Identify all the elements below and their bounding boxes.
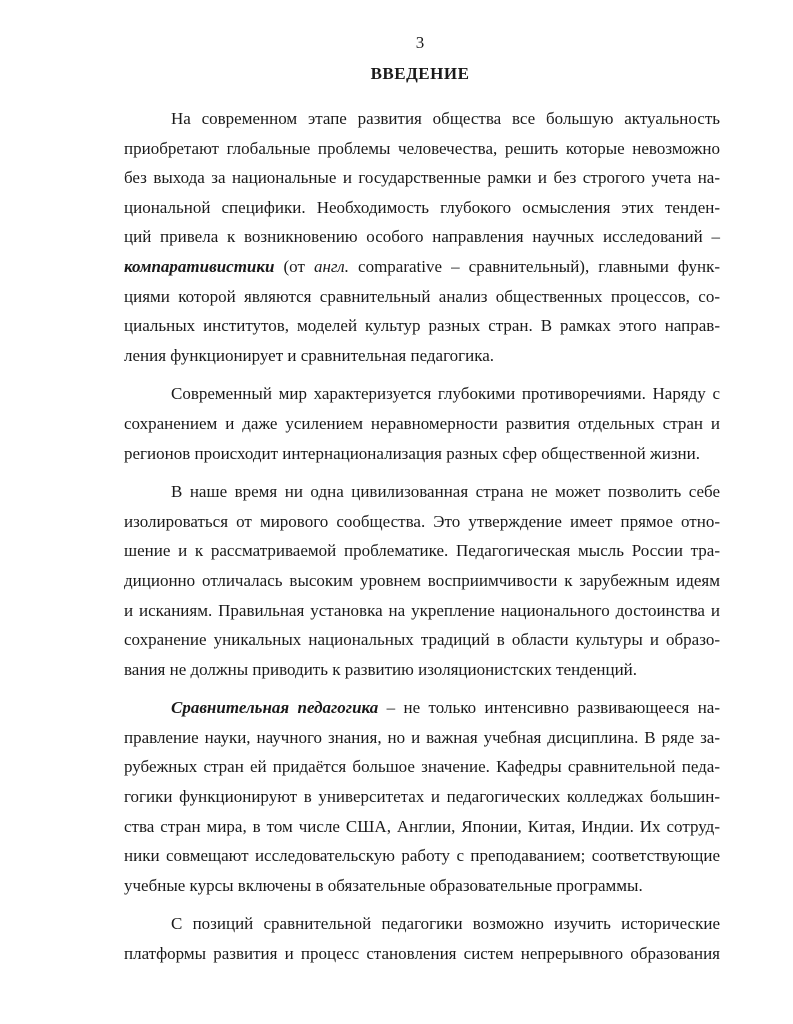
text-segment: В наше время ни одна цивилизованная страна не может позволить себе: [171, 482, 720, 502]
text-segment: гогики функционируют в университетах и педагогических колледжах большин-: [124, 787, 720, 807]
text-segment: С позиций сравнительной педагогики возможно изучить исторические: [171, 914, 720, 934]
text-line: [124, 193, 720, 223]
text-segment: шение и к рассматриваемой проблематике. Педагогическая мысль России тра-: [124, 541, 720, 561]
paragraph-gap: [124, 370, 720, 379]
text-line: [124, 841, 720, 871]
text-line: [124, 566, 720, 596]
emphasized-term: компаративистики: [124, 256, 275, 276]
text-segment: рубежных стран ей придаётся большое значение. Кафедры сравнительной педа-: [124, 757, 720, 777]
paragraph: [124, 379, 720, 468]
text-segment: Современный мир характеризуется глубокими противоречиями. Наряду с: [171, 384, 720, 404]
text-line: [124, 812, 720, 842]
text-line: [124, 409, 720, 439]
text-line: [124, 536, 720, 566]
text-line: [124, 752, 720, 782]
text-segment: (от: [274, 256, 314, 276]
paragraph: [124, 104, 720, 370]
text-segment: На современном этапе развития общества все большую актуальность: [171, 109, 720, 128]
paragraph-gap: [124, 468, 720, 477]
text-line: [124, 477, 720, 507]
text-segment: платформы развития и процесс становления систем непрерывного образования: [124, 944, 720, 964]
paragraph-gap: [124, 900, 720, 909]
text-line: [124, 282, 720, 312]
text-segment: правление науки, научного знания, но и важная учебная дисциплина. В ряде за-: [124, 727, 720, 747]
page-number: 3: [415, 33, 425, 52]
text-segment: ники совмещают исследовательскую работу с преподаванием; соответствующие: [124, 846, 720, 866]
text-line: [124, 723, 720, 753]
text-line: [124, 625, 720, 655]
text-segment: сохранение уникальных национальных традиций в области культуры и образо-: [124, 630, 720, 650]
paragraph-gap: [124, 684, 720, 693]
text-line: [124, 134, 720, 164]
text-line: [124, 163, 720, 193]
italic-text: англ.: [313, 256, 349, 276]
paragraph: [124, 477, 720, 684]
text-segment: comparative – сравнительный), главными функ-: [348, 256, 720, 276]
text-segment: – не только интенсивно развивающееся на-: [378, 698, 720, 718]
text-line: [124, 693, 720, 723]
text-segment: и исканиям. Правильная установка на укрепление национального достоинства и: [124, 600, 720, 620]
text-line: [124, 871, 720, 901]
paragraph: [124, 693, 720, 900]
body-text: [124, 104, 720, 969]
paragraph: [124, 909, 720, 968]
text-line: [124, 222, 720, 252]
text-line: [124, 782, 720, 812]
text-segment: сохранением и даже усилением неравномерности развития отдельных стран и: [124, 413, 720, 433]
text-line: [124, 507, 720, 537]
text-segment: циональной специфики. Необходимость глубокого осмысления этих тенден-: [124, 197, 720, 217]
text-segment: учебные курсы включены в обязательные образовательные программы.: [124, 875, 643, 895]
text-line: [124, 379, 720, 409]
text-line: [124, 252, 720, 282]
section-title: ВВЕДЕНИЕ: [370, 64, 470, 83]
text-segment: ства стран мира, в том числе США, Англии, Японии, Китая, Индии. Их сотруд-: [124, 816, 720, 836]
text-segment: циями которой являются сравнительный анализ общественных процессов, со-: [124, 286, 720, 306]
text-line: [124, 439, 720, 469]
emphasized-term: Сравнительная педагогика: [171, 698, 379, 718]
text-line: [124, 596, 720, 626]
text-line: [124, 341, 720, 371]
text-segment: приобретают глобальные проблемы человечества, решить которые невозможно: [124, 138, 720, 158]
text-line: [124, 104, 720, 134]
text-line: [124, 909, 720, 939]
text-segment: регионов происходит интернационализация разных сфер общественной жизни.: [124, 443, 700, 463]
text-segment: циальных институтов, моделей культур разных стран. В рамках этого направ-: [124, 316, 720, 336]
text-segment: ций привела к возникновению особого направления научных исследований –: [124, 227, 720, 247]
text-segment: ления функционирует и сравнительная педагогика.: [124, 345, 495, 365]
text-line: [124, 311, 720, 341]
text-segment: диционно отличалась высоким уровнем восприимчивости к зарубежным идеям: [124, 570, 720, 590]
text-segment: вания не должны приводить к развитию изоляционистских тенденций.: [124, 659, 638, 679]
text-line: [124, 655, 720, 685]
text-segment: без выхода за национальные и государственные рамки и без строгого учета на-: [124, 168, 720, 188]
text-line: [124, 939, 720, 969]
text-segment: изолироваться от мирового сообщества. Это утверждение имеет прямое отно-: [124, 511, 720, 531]
